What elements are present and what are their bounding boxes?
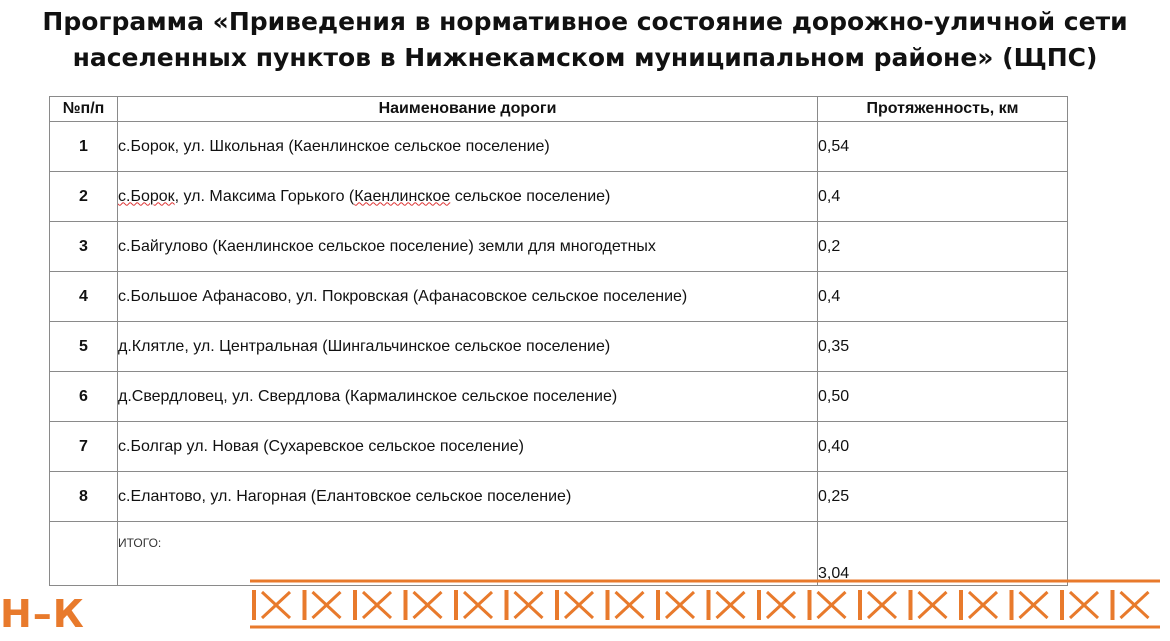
row-number: 2 <box>50 172 118 222</box>
road-name: с.Борок, ул. Максима Горького (Каенлинское сельское поселение) <box>118 172 818 222</box>
x-box-icon <box>557 590 593 620</box>
ornament-band <box>250 578 1160 632</box>
x-box-icon <box>810 590 846 620</box>
road-length: 0,35 <box>818 322 1068 372</box>
road-name: с.Болгар ул. Новая (Сухаревское сельское поселение) <box>118 422 818 472</box>
x-box-icon <box>1062 590 1098 620</box>
table-row <box>50 322 1068 372</box>
x-box-icon <box>355 590 391 620</box>
table-row <box>50 472 1068 522</box>
table-header-row <box>50 97 1068 122</box>
x-box-icon <box>1012 590 1048 620</box>
header-length: Протяженность, км <box>818 97 1068 122</box>
row-number: 1 <box>50 122 118 172</box>
row-number: 7 <box>50 422 118 472</box>
road-length: 0,25 <box>818 472 1068 522</box>
x-box-icon <box>658 590 694 620</box>
x-box-icon <box>860 590 896 620</box>
table-row <box>50 272 1068 322</box>
table-row <box>50 122 1068 172</box>
row-number: 5 <box>50 322 118 372</box>
spell-mark: с.Борок <box>118 187 175 205</box>
roads-table <box>49 96 1068 586</box>
row-number: 3 <box>50 222 118 272</box>
row-number: 8 <box>50 472 118 522</box>
road-length: 0,40 <box>818 422 1068 472</box>
table-row <box>50 372 1068 422</box>
total-length: 3,04 <box>818 522 1068 586</box>
x-box-icon <box>961 590 997 620</box>
x-box-icon <box>254 590 290 620</box>
table-row <box>50 422 1068 472</box>
table-row <box>50 222 1068 272</box>
x-box-icon <box>456 590 492 620</box>
road-length: 0,50 <box>818 372 1068 422</box>
road-name: с.Елантово, ул. Нагорная (Елантовское сельское поселение) <box>118 472 818 522</box>
x-box-icon <box>1113 590 1149 620</box>
slide-title-line-1: Программа «Приведения в нормативное состояние дорожно-уличной сети <box>42 7 1128 36</box>
x-box-icon <box>608 590 644 620</box>
total-label: ИТОГО: <box>118 522 818 586</box>
slide-title-line-2: населенных пунктов в Нижнекамском муниципальном районе» (ЩПС) <box>72 43 1098 72</box>
row-number: 4 <box>50 272 118 322</box>
x-box-icon <box>406 590 442 620</box>
road-length: 0,4 <box>818 172 1068 222</box>
road-name: с.Байгулово (Каенлинское сельское поселение) земли для многодетных <box>118 222 818 272</box>
road-length: 0,2 <box>818 222 1068 272</box>
row-number: 6 <box>50 372 118 422</box>
x-box-icon <box>911 590 947 620</box>
road-name: с.Борок, ул. Школьная (Каенлинское сельское поселение) <box>118 122 818 172</box>
header-number: №п/п <box>50 97 118 122</box>
road-name: с.Большое Афанасово, ул. Покровская (Афанасовское сельское поселение) <box>118 272 818 322</box>
road-length: 0,54 <box>818 122 1068 172</box>
spell-mark: Каенлинское <box>354 187 451 205</box>
table-total-row <box>50 522 1068 586</box>
total-number-cell <box>50 522 118 586</box>
header-road-name: Наименование дороги <box>118 97 818 122</box>
road-length: 0,4 <box>818 272 1068 322</box>
table-row <box>50 172 1068 222</box>
brand-logo: Н–К <box>0 592 85 636</box>
x-box-icon <box>759 590 795 620</box>
x-box-icon <box>507 590 543 620</box>
x-box-icon <box>709 590 745 620</box>
x-box-icon <box>305 590 341 620</box>
road-name: д.Свердловец, ул. Свердлова (Кармалинское сельское поселение) <box>118 372 818 422</box>
road-name: д.Клятле, ул. Центральная (Шингальчинское сельское поселение) <box>118 322 818 372</box>
slide-title <box>0 4 1170 76</box>
